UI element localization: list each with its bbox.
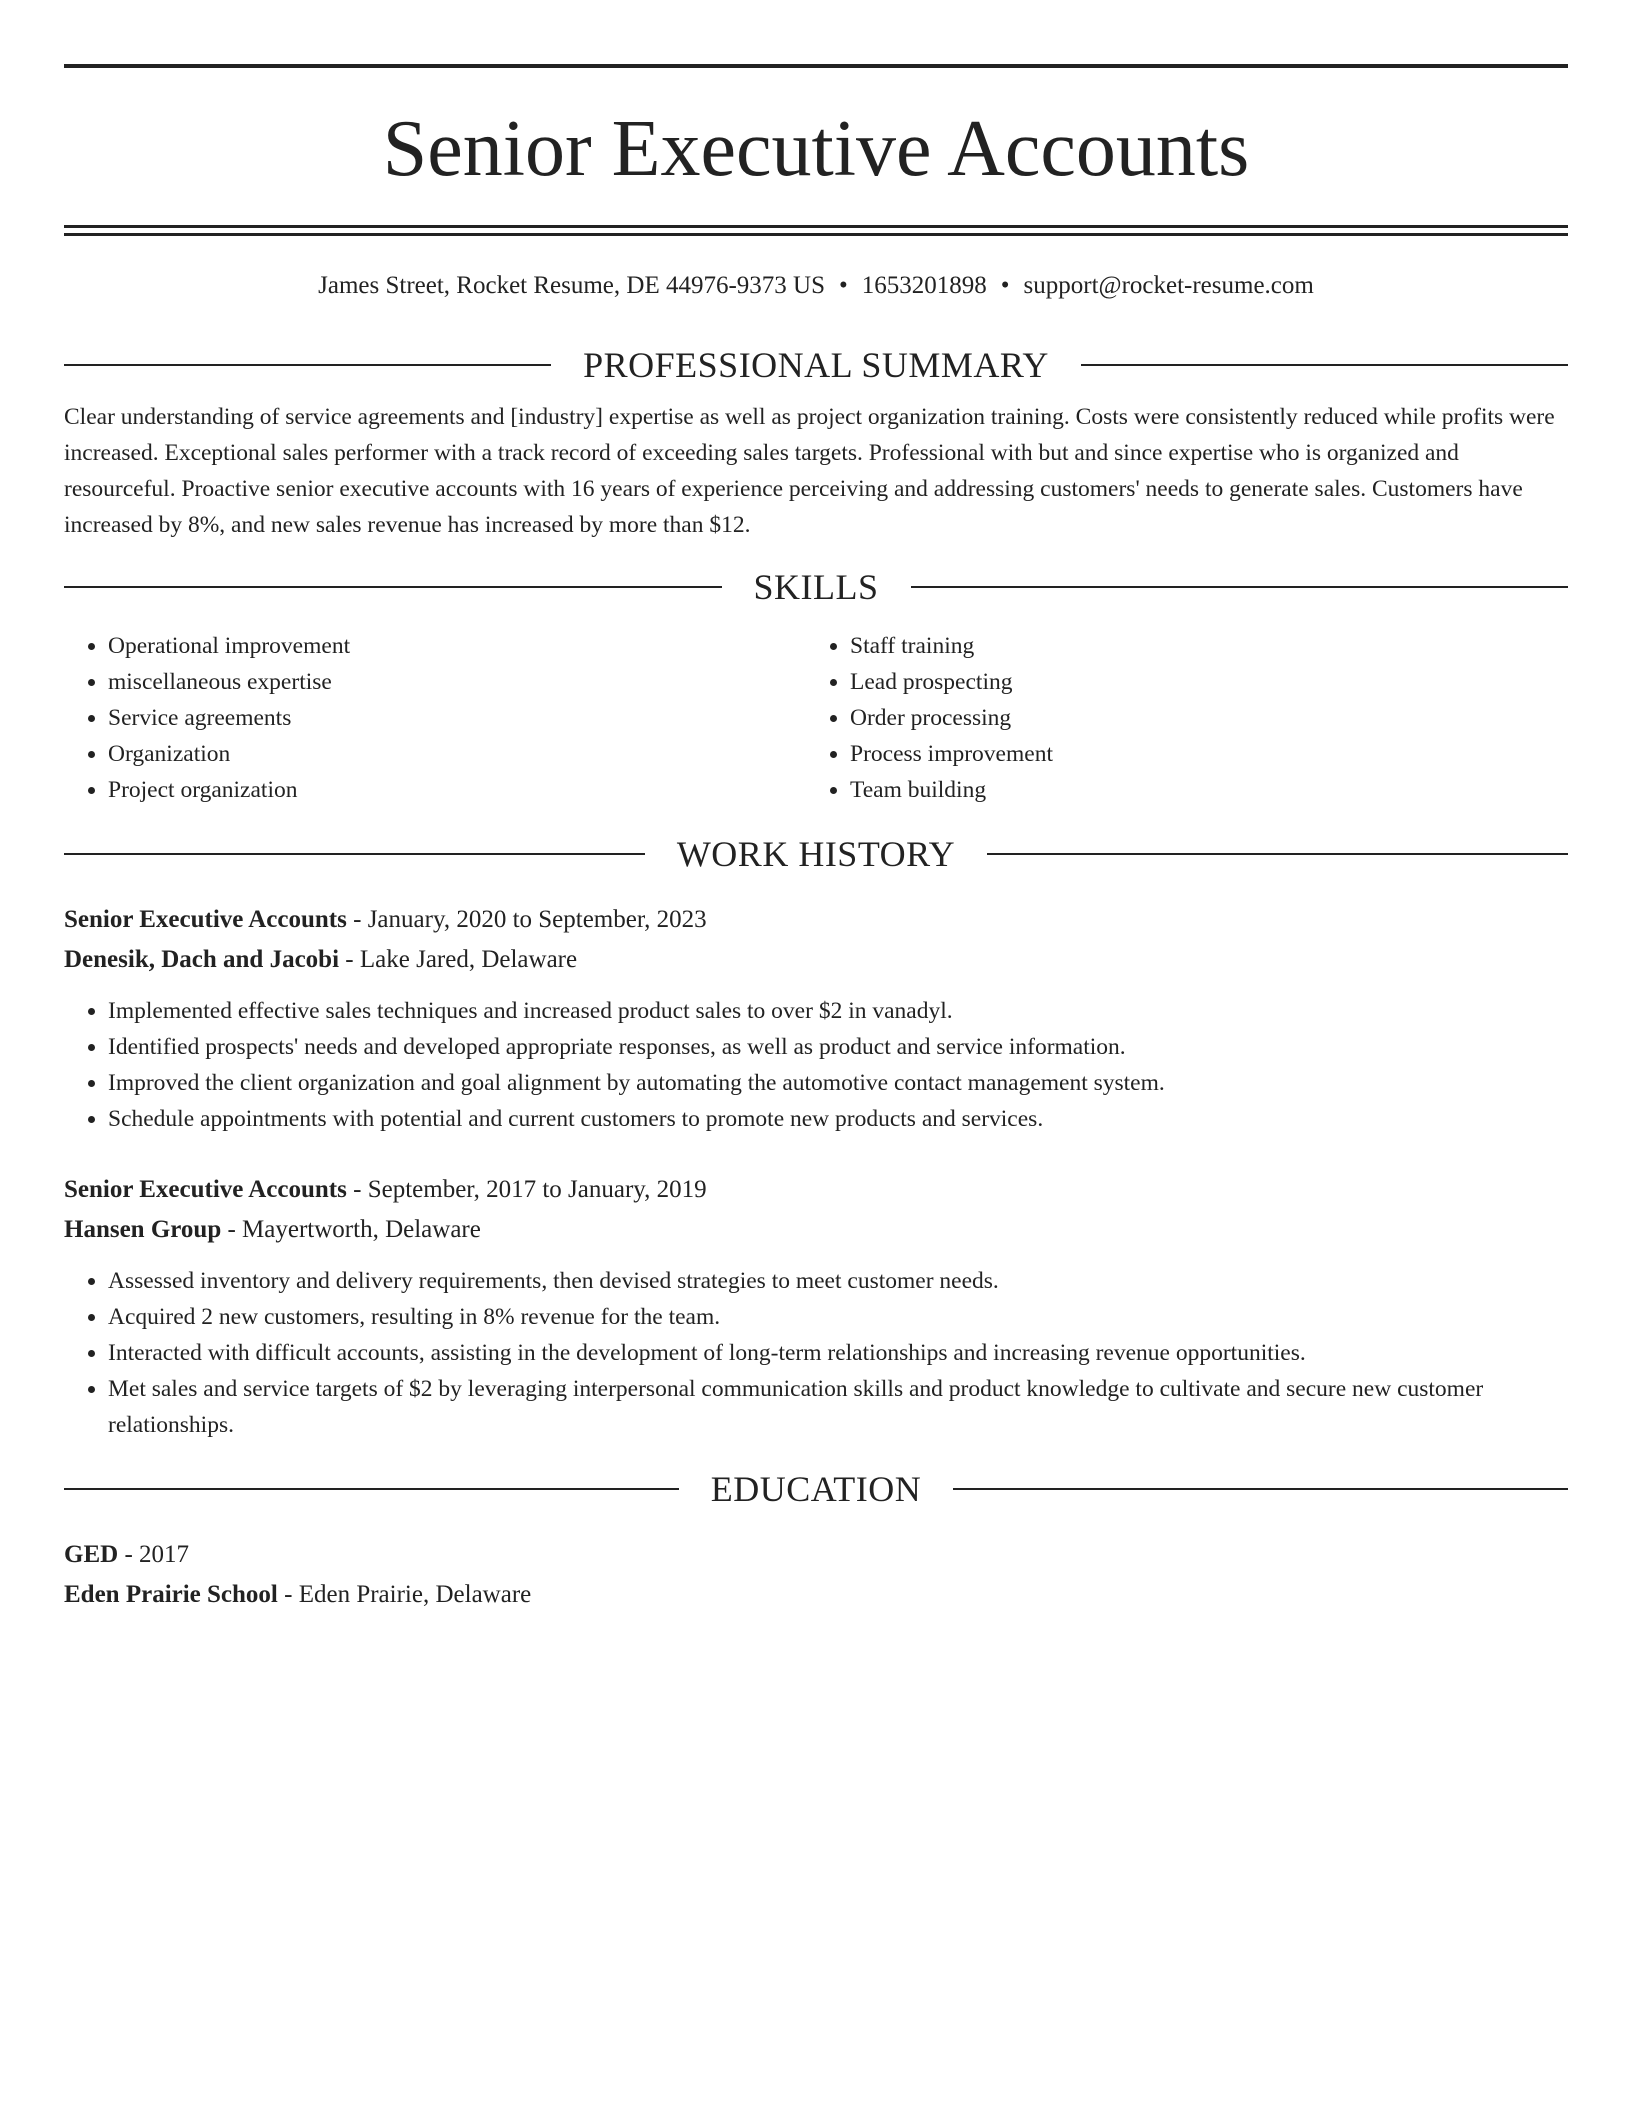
skills-column-left xyxy=(64,628,806,808)
heading-rule-right xyxy=(911,586,1569,588)
resume-page xyxy=(64,64,1568,1615)
skill-item: • Order processing xyxy=(850,700,1548,736)
education-section-heading xyxy=(64,1467,1568,1511)
education-location: - Eden Prairie, Delaware xyxy=(277,1581,532,1608)
job-bullet: • Improved the client organization and goal alignment by automating the automotive contact management system. xyxy=(108,1065,1568,1101)
contact-separator: • xyxy=(1000,272,1010,299)
skills-section-heading xyxy=(64,565,1568,609)
skill-item: • miscellaneous expertise xyxy=(108,664,806,700)
skill-item: • Lead prospecting xyxy=(850,664,1548,700)
job-company: Hansen Group xyxy=(64,1216,222,1243)
job-title: Senior Executive Accounts xyxy=(64,906,347,933)
skills-column-right xyxy=(806,628,1548,808)
job-dates: - September, 2017 to January, 2019 xyxy=(346,1176,707,1203)
job-bullet: • Identified prospects' needs and developed appropriate responses, as well as product and service information. xyxy=(108,1029,1568,1065)
resume-title: Senior Executive Accounts xyxy=(382,105,1250,193)
heading-rule-left xyxy=(64,1488,679,1490)
skill-item: • Staff training xyxy=(850,628,1548,664)
skills-list xyxy=(64,628,1568,808)
contact-phone: 1653201898 xyxy=(861,272,987,299)
job-title-line xyxy=(64,1170,1568,1210)
job-location: - Mayertworth, Delaware xyxy=(221,1216,481,1243)
heading-rule-right xyxy=(953,1488,1568,1490)
summary-section-heading xyxy=(64,343,1568,387)
job-title: Senior Executive Accounts xyxy=(64,1176,347,1203)
skill-item: • Process improvement xyxy=(850,736,1548,772)
job-dates: - January, 2020 to September, 2023 xyxy=(346,906,707,933)
job-location: - Lake Jared, Delaware xyxy=(339,946,578,973)
education-entry xyxy=(64,1535,1568,1615)
skill-item: • Operational improvement xyxy=(108,628,806,664)
job-company-line xyxy=(64,1210,1568,1250)
summary-heading-label: PROFESSIONAL SUMMARY xyxy=(583,345,1049,385)
skill-item: • Organization xyxy=(108,736,806,772)
job-bullets xyxy=(64,1263,1568,1443)
job-company: Denesik, Dach and Jacobi xyxy=(64,946,340,973)
education-degree-line xyxy=(64,1535,1568,1575)
job-bullet: • Interacted with difficult accounts, assisting in the development of long-term relationships and increasing revenue opportunities. xyxy=(108,1335,1568,1371)
skill-item: • Project organization xyxy=(108,772,806,808)
education-degree: GED xyxy=(64,1541,119,1568)
contact-email: support@rocket-resume.com xyxy=(1023,272,1314,299)
job-bullet: • Acquired 2 new customers, resulting in 8% revenue for the team. xyxy=(108,1299,1568,1335)
heading-rule-right xyxy=(1081,364,1568,366)
job-entry xyxy=(64,900,1568,1137)
job-entry xyxy=(64,1170,1568,1443)
contact-address: James Street, Rocket Resume, DE 44976-9373 US xyxy=(318,272,826,299)
summary-text: Clear understanding of service agreements and [industry] expertise as well as project organization training. Costs were consistently reduced while profits were increased. Exceptional sales performer with a track record of exceeding sales targets. Professional with but and since expertise who is organized and resourceful. Proactive senior executive accounts with 16 years of experience perceiving and addressing customers' needs to generate sales. Customers have increased by 8%, and new sales revenue has increased by more than $12. xyxy=(64,404,1555,538)
education-school-line xyxy=(64,1575,1568,1615)
job-bullet: • Met sales and service targets of $2 by leveraging interpersonal communication skills and product knowledge to cultivate and secure new customer relationships. xyxy=(108,1371,1568,1443)
education-school: Eden Prairie School xyxy=(64,1581,278,1608)
work-history-section-heading xyxy=(64,832,1568,876)
work-history-heading-label: WORK HISTORY xyxy=(676,834,956,874)
top-rule xyxy=(64,64,1568,68)
title-double-rule xyxy=(64,225,1568,236)
skill-item: • Service agreements xyxy=(108,700,806,736)
contact-line xyxy=(64,269,1568,303)
job-bullet: • Implemented effective sales techniques and increased product sales to over $2 in vanadyl. xyxy=(108,993,1568,1029)
job-bullets xyxy=(64,993,1568,1137)
skills-heading-label: SKILLS xyxy=(753,567,879,607)
education-heading-label: EDUCATION xyxy=(710,1469,922,1509)
job-bullet: • Schedule appointments with potential and current customers to promote new products and services. xyxy=(108,1101,1568,1137)
heading-rule-left xyxy=(64,364,551,366)
heading-rule-left xyxy=(64,586,722,588)
heading-rule-right xyxy=(987,853,1568,855)
skill-item: • Team building xyxy=(850,772,1548,808)
education-year: - 2017 xyxy=(118,1541,190,1568)
heading-rule-left xyxy=(64,853,645,855)
job-company-line xyxy=(64,940,1568,980)
job-bullet: • Assessed inventory and delivery requirements, then devised strategies to meet customer needs. xyxy=(108,1263,1568,1299)
contact-separator: • xyxy=(839,272,848,299)
job-title-line xyxy=(64,900,1568,940)
